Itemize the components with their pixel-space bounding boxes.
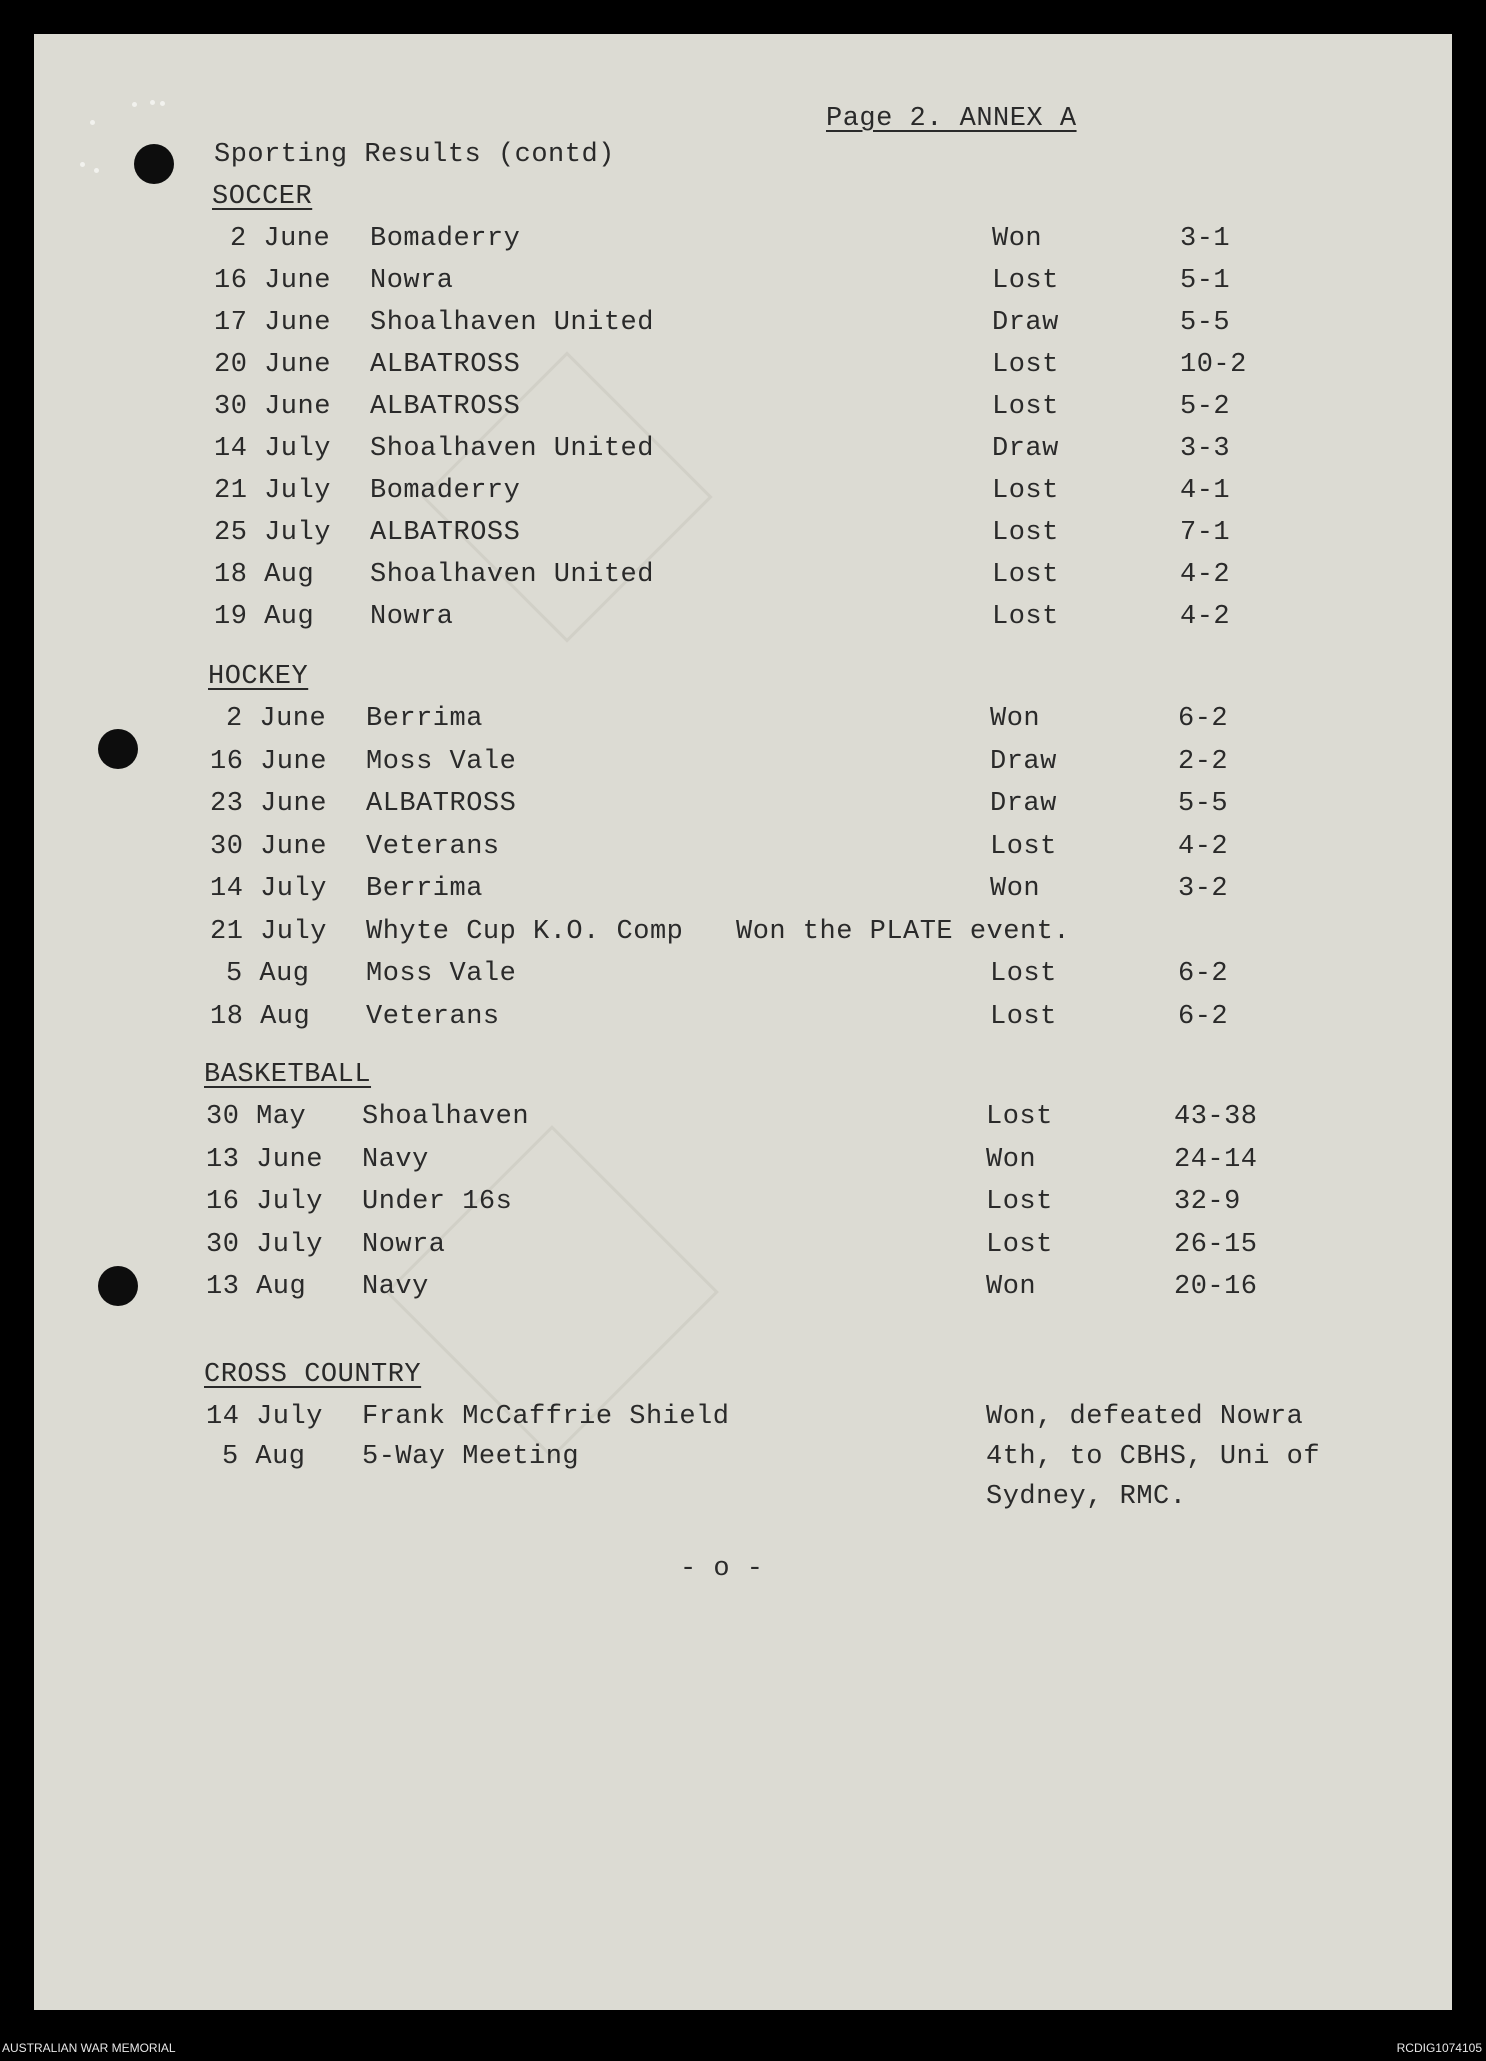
cell-score: 5-2 xyxy=(1180,392,1231,422)
cell-result: 4th, to CBHS, Uni of xyxy=(986,1442,1321,1472)
cell-opponent: ALBATROSS xyxy=(370,392,521,422)
cell-result: Won xyxy=(986,1144,1037,1175)
cell-date: 16 June xyxy=(214,266,331,296)
cell-result: Lost xyxy=(992,476,1059,506)
cell-result: Lost xyxy=(990,831,1057,862)
cell-score: 32-9 xyxy=(1174,1187,1241,1217)
cell-score: 7-1 xyxy=(1180,518,1231,548)
cell-score: 26-15 xyxy=(1174,1229,1258,1260)
cell-result: Lost xyxy=(992,518,1059,548)
cell-opponent: Shoalhaven xyxy=(362,1102,530,1132)
cell-date: 14 July xyxy=(206,1402,323,1432)
cell-opponent: ALBATROSS xyxy=(370,518,521,548)
end-mark: - o - xyxy=(680,1554,764,1584)
cell-result: Lost xyxy=(992,392,1059,422)
document-title: Sporting Results (contd) xyxy=(214,140,615,170)
cell-opponent: Berrima xyxy=(366,874,483,904)
cell-result: Won xyxy=(990,874,1041,904)
cell-opponent: Nowra xyxy=(362,1229,446,1260)
cell-opponent: Shoalhaven United xyxy=(370,434,654,464)
cell-date: 16 July xyxy=(206,1187,323,1217)
cell-date: 5 Aug xyxy=(226,959,310,989)
cell-date: 23 June xyxy=(210,789,327,819)
cell-opponent: 5-Way Meeting xyxy=(362,1442,580,1472)
cell-result: Lost xyxy=(992,560,1059,590)
section-heading-hockey: HOCKEY xyxy=(208,662,309,692)
cell-opponent: Nowra xyxy=(370,602,454,632)
cell-opponent: Veterans xyxy=(366,1001,500,1032)
cell-opponent: ALBATROSS xyxy=(366,789,517,819)
archive-footer xyxy=(0,2013,1486,2061)
cell-score: 3-3 xyxy=(1180,434,1231,464)
cell-result: Lost xyxy=(992,602,1059,632)
pin-mark xyxy=(160,101,165,106)
cell-date: 17 June xyxy=(214,308,331,338)
cell-score: 2-2 xyxy=(1178,746,1229,777)
punch-hole-bottom xyxy=(98,1266,138,1306)
cell-result: Won xyxy=(992,224,1043,254)
cell-opponent: Under 16s xyxy=(362,1187,513,1217)
cell-opponent: Veterans xyxy=(366,831,500,862)
cell-date: 30 May xyxy=(206,1102,307,1132)
cell-date: 2 June xyxy=(230,224,331,254)
footer-left: AUSTRALIAN WAR MEMORIAL xyxy=(2,2041,176,2055)
pin-mark xyxy=(150,100,155,105)
punch-hole-middle xyxy=(98,729,138,769)
cell-score: 24-14 xyxy=(1174,1144,1258,1175)
cell-opponent: Shoalhaven United xyxy=(370,560,654,590)
cell-result: Lost xyxy=(990,1001,1057,1032)
punch-hole-top xyxy=(134,144,174,184)
cell-result: Draw xyxy=(990,789,1057,819)
cell-result: Draw xyxy=(990,746,1057,777)
cell-result: Lost xyxy=(986,1102,1053,1132)
pin-mark xyxy=(80,162,85,167)
cell-opponent: Navy xyxy=(362,1272,429,1302)
cell-score: 5-5 xyxy=(1178,789,1229,819)
cell-score: 4-2 xyxy=(1178,831,1229,862)
cell-date: 18 Aug xyxy=(210,1001,311,1032)
cell-score: 5-1 xyxy=(1180,266,1231,296)
pin-mark xyxy=(94,168,99,173)
cell-date: 20 June xyxy=(214,350,331,380)
cell-date: 19 Aug xyxy=(214,602,315,632)
cell-result: Won the PLATE event. xyxy=(736,916,1071,947)
cell-date: 2 June xyxy=(226,704,327,734)
cell-opponent: Nowra xyxy=(370,266,454,296)
cell-score: 3-2 xyxy=(1178,874,1229,904)
section-heading-cross-country: CROSS COUNTRY xyxy=(204,1360,422,1390)
cell-score: 20-16 xyxy=(1174,1272,1258,1302)
cell-score: 4-2 xyxy=(1180,560,1231,590)
cell-date: 13 June xyxy=(206,1144,323,1175)
cell-date: 21 July xyxy=(214,476,331,506)
cell-date: 30 June xyxy=(210,831,327,862)
cell-date: 14 July xyxy=(214,434,331,464)
cell-result: Won xyxy=(986,1272,1037,1302)
cell-score: 4-2 xyxy=(1180,602,1231,632)
cell-date: 5 Aug xyxy=(222,1442,306,1472)
cell-score: 4-1 xyxy=(1180,476,1231,506)
cell-date: 18 Aug xyxy=(214,560,315,590)
cell-score: 6-2 xyxy=(1178,704,1229,734)
cell-score: 3-1 xyxy=(1180,224,1231,254)
cell-opponent: Navy xyxy=(362,1144,429,1175)
pin-mark xyxy=(90,120,95,125)
cell-result: Draw xyxy=(992,308,1059,338)
cell-date: 25 July xyxy=(214,518,331,548)
cell-opponent: Bomaderry xyxy=(370,476,521,506)
cell-score: 6-2 xyxy=(1178,959,1229,989)
cell-opponent: Moss Vale xyxy=(366,746,517,777)
cell-result: Won, defeated Nowra xyxy=(986,1402,1304,1432)
section-heading-basketball: BASKETBALL xyxy=(204,1060,372,1090)
pin-mark xyxy=(132,102,137,107)
cell-score: 6-2 xyxy=(1178,1001,1229,1032)
document-page xyxy=(34,34,1452,2010)
cell-date: 21 July xyxy=(210,916,327,947)
cell-result: Lost xyxy=(992,350,1059,380)
page-reference: Page 2. ANNEX A xyxy=(826,104,1077,134)
cell-result: Lost xyxy=(986,1229,1053,1260)
cell-opponent: Berrima xyxy=(366,704,483,734)
cell-result: Lost xyxy=(986,1187,1053,1217)
cell-score: 10-2 xyxy=(1180,350,1247,380)
cell-date: 30 June xyxy=(214,392,331,422)
cell-opponent: Moss Vale xyxy=(366,959,517,989)
cell-opponent: Bomaderry xyxy=(370,224,521,254)
cell-result: Lost xyxy=(990,959,1057,989)
footer-right: RCDIG1074105 xyxy=(1396,2041,1482,2055)
cell-score: 5-5 xyxy=(1180,308,1231,338)
cell-result: Won xyxy=(990,704,1041,734)
cell-date: 30 July xyxy=(206,1229,323,1260)
cell-result: Lost xyxy=(992,266,1059,296)
cell-opponent: Frank McCaffrie Shield xyxy=(362,1402,730,1432)
cell-opponent: Shoalhaven United xyxy=(370,308,654,338)
cell-date: 16 June xyxy=(210,746,327,777)
cell-score: 43-38 xyxy=(1174,1102,1258,1132)
cell-opponent: ALBATROSS xyxy=(370,350,521,380)
cell-opponent: Whyte Cup K.O. Comp xyxy=(366,916,684,947)
cell-result: Draw xyxy=(992,434,1059,464)
cell-date: 14 July xyxy=(210,874,327,904)
section-heading-soccer: SOCCER xyxy=(212,182,313,212)
cell-result: Sydney, RMC. xyxy=(986,1482,1187,1512)
cell-date: 13 Aug xyxy=(206,1272,307,1302)
